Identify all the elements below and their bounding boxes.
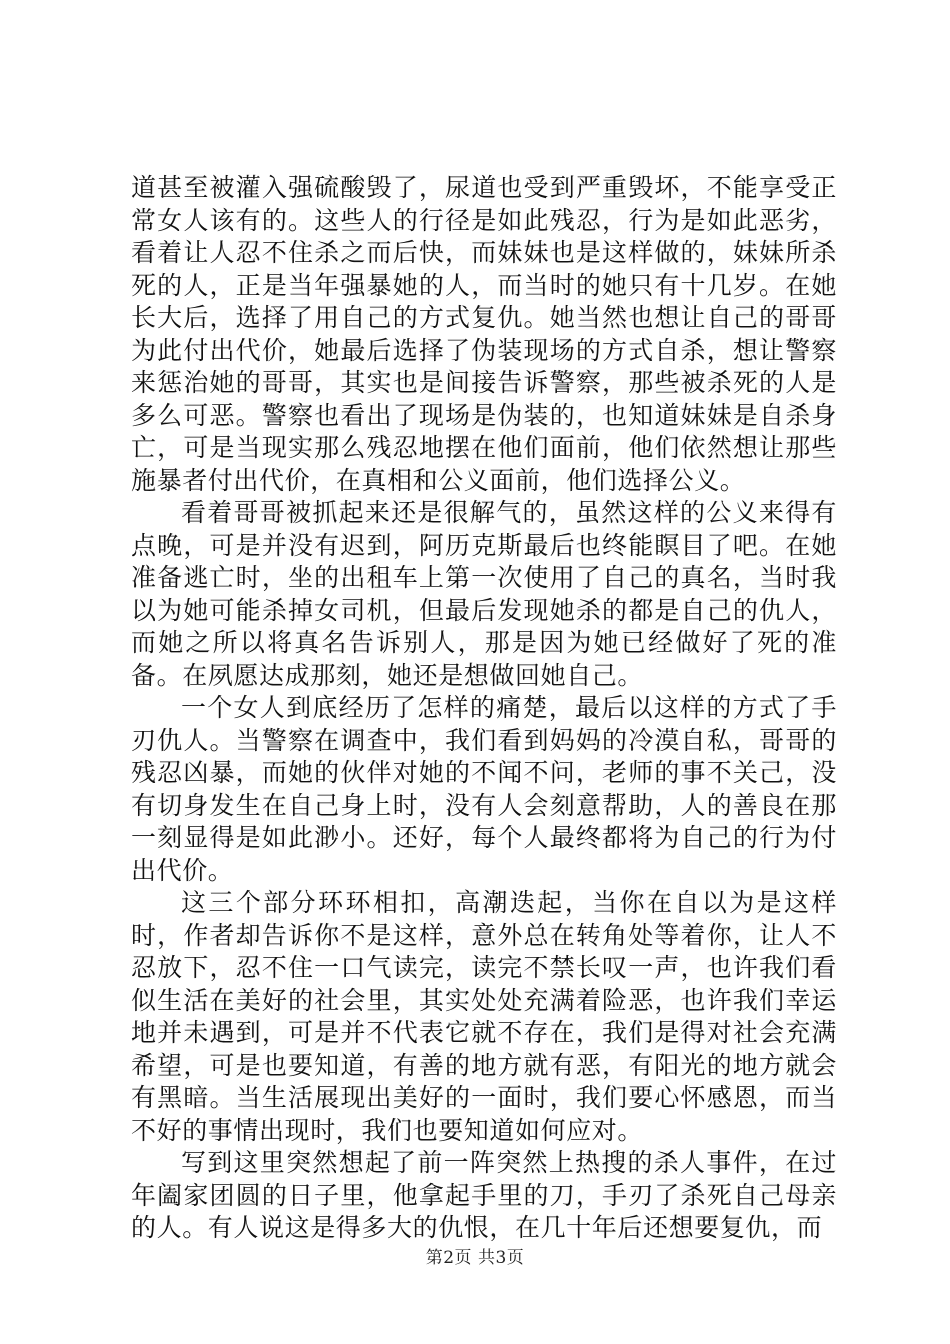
paragraph-1: 道甚至被灌入强硫酸毁了，尿道也受到严重毁坏，不能享受正常女人该有的。这些人的行径是如此残忍，行为是如此恶劣，看着让人忍不住杀之而后快，而妹妹也是这样做的，妹妹所杀死的人，正是当年强暴她的人，而当时的她只有十几岁。在她长大后，选择了用自己的方式复仇。她当然也想让自己的哥哥为此付出代价，她最后选择了伪装现场的方式自杀，想让警察来惩治她的哥哥，其实也是间接告诉警察，那些被杀死的人是多么可恶。警察也看出了现场是伪装的，也知道妹妹是自杀身亡，可是当现实那么残忍地摆在他们面前，他们依然想让那些施暴者付出代价，在真相和公义面前，他们选择公义。 (131, 173, 837, 495)
paragraph-3: 一个女人到底经历了怎样的痛楚，最后以这样的方式了手刃仇人。当警察在调查中，我们看到妈妈的冷漠自私，哥哥的残忍凶暴，而她的伙伴对她的不闻不问，老师的事不关己，没有切身发生在自己身上时，没有人会刻意帮助，人的善良在那一刻显得是如此渺小。还好，每个人最终都将为自己的行为付出代价。 (131, 693, 837, 885)
paragraph-2: 看着哥哥被抓起来还是很解气的，虽然这样的公义来得有点晚，可是并没有迟到，阿历克斯最后也终能瞑目了吧。在她准备逃亡时，坐的出租车上第一次使用了自己的真名，当时我以为她可能杀掉女司机，但最后发现她杀的都是自己的仇人，而她之所以将真名告诉别人，那是因为她已经做好了死的准备。在夙愿达成那刻，她还是想做回她自己。 (131, 498, 837, 690)
document-body (131, 172, 837, 1245)
page-footer: 第2页 共3页 (425, 1248, 525, 1268)
paragraph-4: 这三个部分环环相扣，高潮迭起，当你在自以为是这样时，作者却告诉你不是这样，意外总在转角处等着你，让人不忍放下，忍不住一口气读完，读完不禁长叹一声，也许我们看似生活在美好的社会里，其实处处充满着险恶，也许我们幸运地并未遇到，可是并不代表它就不存在，我们是得对社会充满希望，可是也要知道，有善的地方就有恶，有阳光的地方就会有黑暗。当生活展现出美好的一面时，我们要心怀感恩，而当不好的事情出现时，我们也要知道如何应对。 (131, 888, 837, 1145)
paragraph-5: 写到这里突然想起了前一阵突然上热搜的杀人事件，在过年阖家团圆的日子里，他拿起手里的刀，手刃了杀死自己母亲的人。有人说这是得多大的仇恨，在几十年后还想要复仇，而 (131, 1148, 837, 1242)
